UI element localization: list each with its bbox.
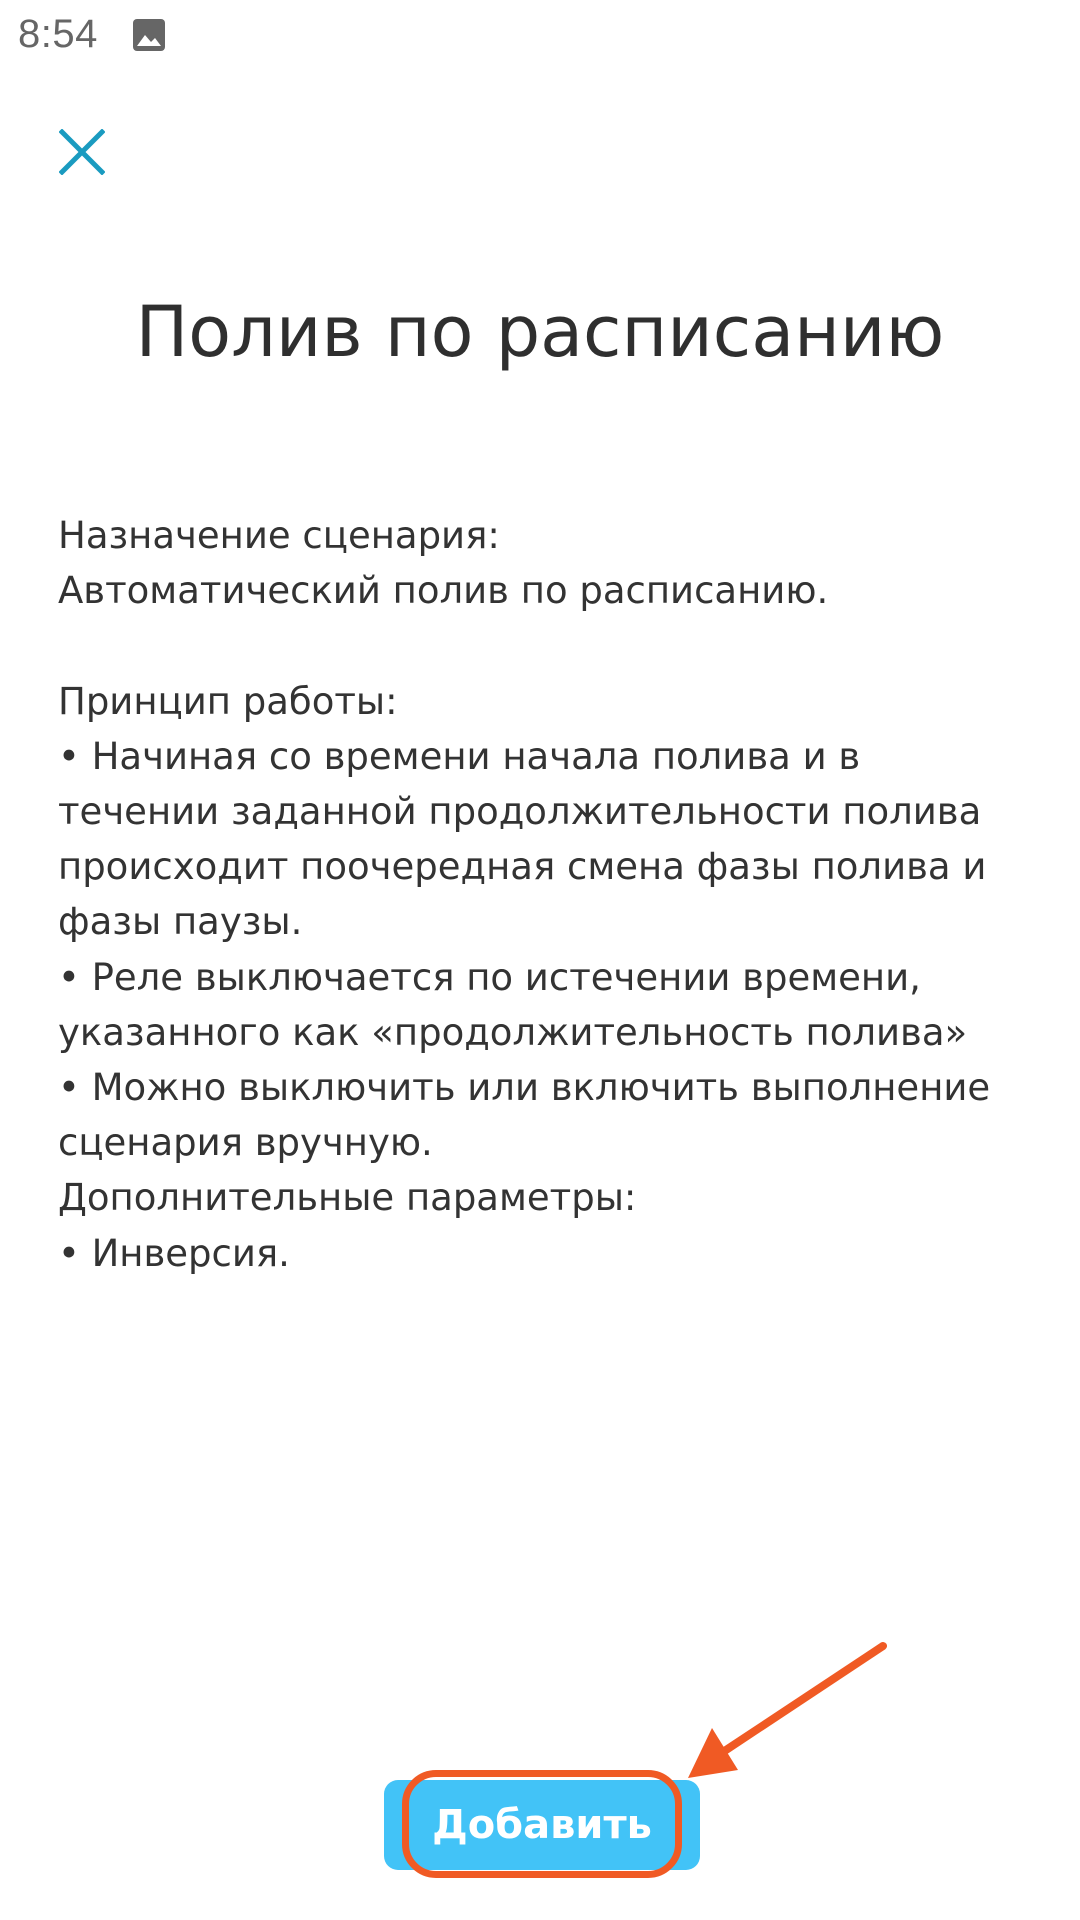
image-icon (132, 18, 166, 52)
description-line: • Можно выключить или включить выполнение (58, 1066, 991, 1110)
description-line: Автоматический полив по расписанию. (58, 569, 829, 613)
description-line: • Инверсия. (58, 1231, 290, 1275)
description-line: Назначение сценария: (58, 514, 500, 557)
add-button-label: Добавить (432, 1802, 652, 1848)
description-line (58, 618, 1048, 673)
description-line: • Начиная со времени начала полива и в (58, 734, 861, 778)
description-line: Принцип работы: (58, 679, 398, 723)
status-time: 8:54 (18, 12, 98, 56)
close-icon (59, 129, 105, 175)
close-button[interactable] (48, 118, 116, 186)
add-button[interactable] (384, 1780, 700, 1870)
description-line: сценария вручную. (58, 1121, 433, 1165)
description-line: течении заданной продолжительности полива (58, 790, 982, 833)
status-bar (0, 0, 1080, 72)
description-line: Дополнительные параметры: (58, 1176, 637, 1220)
description-line: происходит поочередная смена фазы полива и (58, 845, 987, 889)
scenario-description (58, 508, 1048, 1281)
page-title: Полив по расписанию (135, 291, 945, 373)
description-line: фазы паузы. (58, 900, 303, 944)
description-line: указанного как «продолжительность полива» (58, 1010, 968, 1054)
description-line: • Реле выключается по истечении времени, (58, 955, 921, 999)
